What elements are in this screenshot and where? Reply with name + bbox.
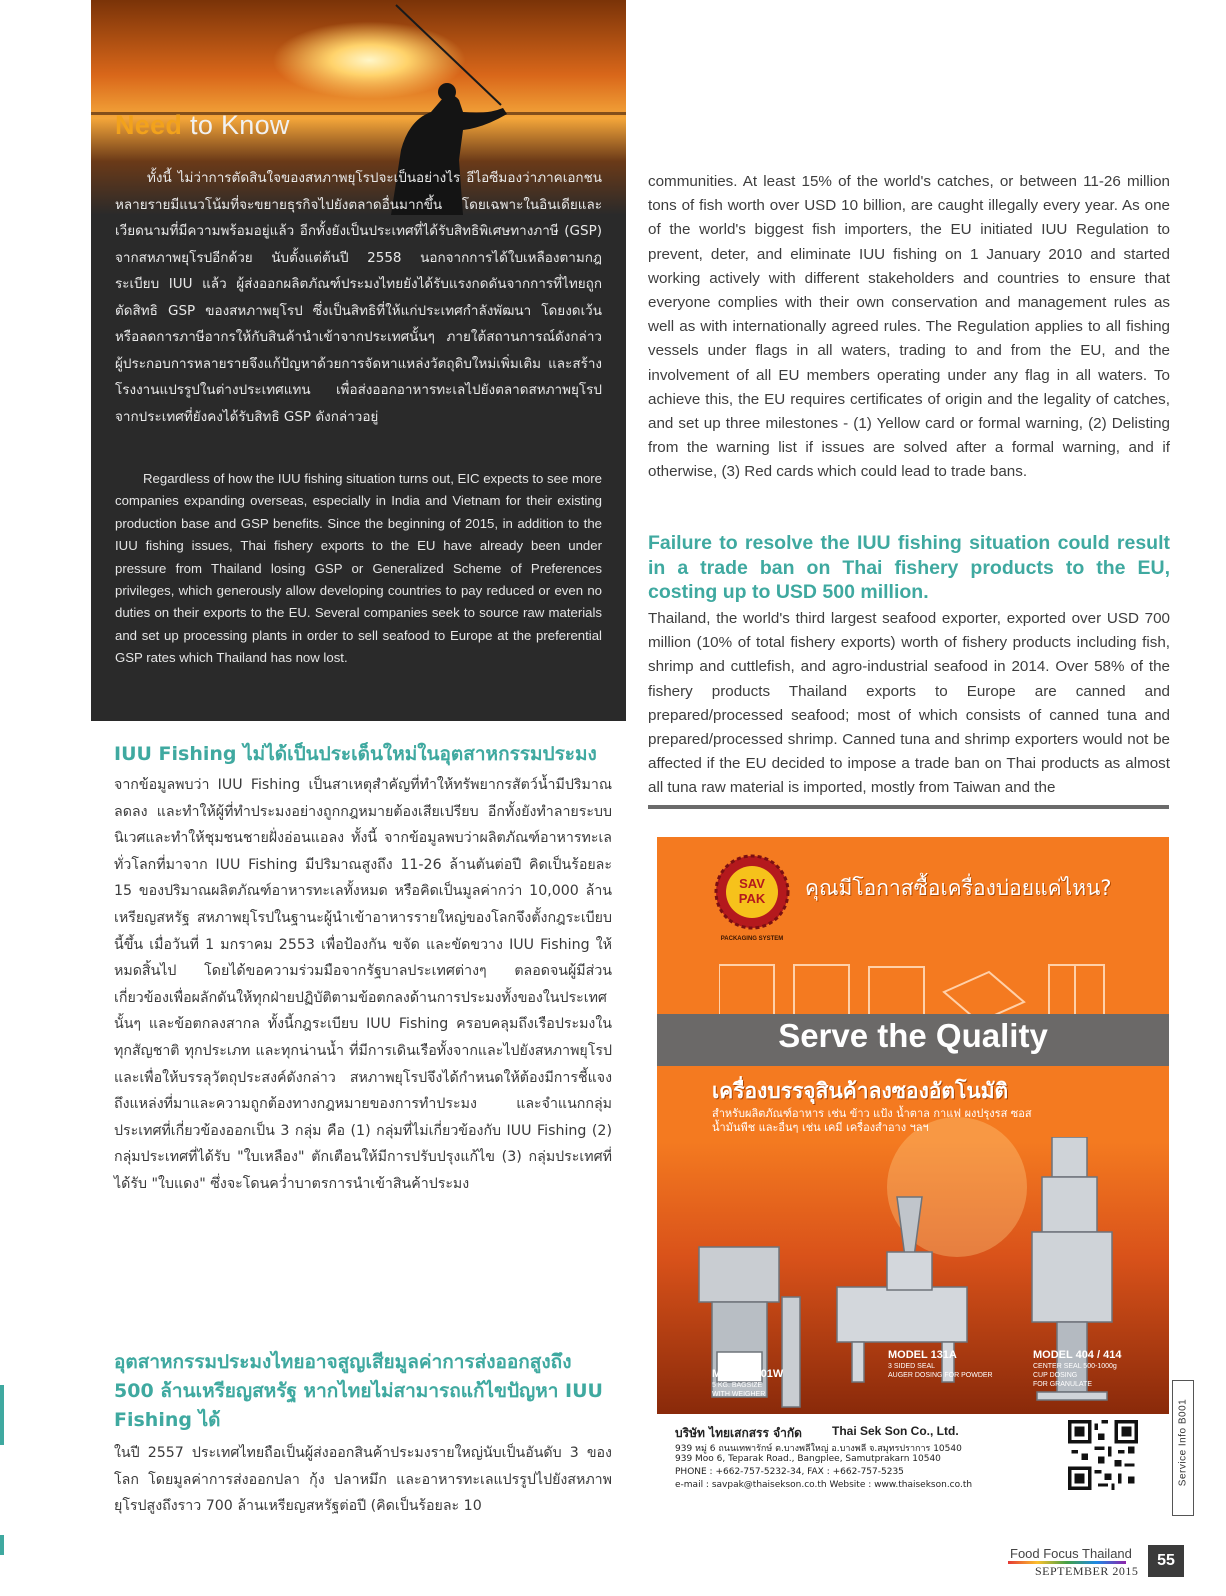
model-131a-label	[888, 1349, 993, 1380]
need-thai-paragraph: ทั้งนี้ ไม่ว่าการตัดสินใจของสหภาพยุโรปจะเป็นอย่างไร อีไอซีมองว่าภาคเอกชนหลายรายมีแนวโน้มที่จะขยายธุรกิจไปยังตลาดอื่นมากขึ้น โดยเฉพาะในอินเดียและเวียดนามที่มีความพร้อมอยู่แล้ว อีกทั้งยังเป็นประเทศที่ได้รับสิทธิพิเศษทางภาษี (GSP) จากสหภาพยุโรปอีกด้วย นับตั้งแต่ต้นปี 2558 นอกจากการได้ใบเหลืองตามกฎระเบียบ IUU แล้ว ผู้ส่งออกผลิตภัณฑ์ประมงไทยยังได้รับแรงกดดันจากการที่ไทยถูกตัดสิทธิ GSP ของสหภาพยุโรป ซึ่งเป็นสิทธิที่ให้แก่ประเทศกำลังพัฒนา โดยงดเว้นหรือลดการภาษีอากรให้กับสินค้านำเข้าจากประเทศนั้นๆ ภายใต้สถานการณ์ดังกล่าว ผู้ประกอบการหลายรายจึงแก้ปัญหาด้วยการจัดหาแหล่งวัตถุดิบใหม่เพิ่มเติม และสร้างโรงงานแปรรูปในต่างประเทศแทน เพื่อส่งออกอาหารทะเลไปยังตลาดสหภาพยุโรปจากประเทศที่ยังคงได้รับสิทธิ GSP ดังกล่าวอยู่	[115, 170, 602, 425]
phone-fax: PHONE : +662-757-5232-34, FAX : +662-757-5235	[675, 1467, 904, 1477]
address-english: 939 Moo 6, Teparak Road., Bangplee, Samutprakarn 10540	[675, 1454, 941, 1464]
paragraph-iuu-thai: จากข้อมูลพบว่า IUU Fishing เป็นสาเหตุสำคัญที่ทำให้ทรัพยากรสัตว์น้ำมีปริมาณลดลง และทำให้ผู้ที่ทำประมงอย่างถูกกฎหมายต้องเสียเปรียบ อีกทั้งยังทำลายระบบนิเวศและทำให้ชุมชนชายฝั่งอ่อนแอลง ทั้งนี้ จากข้อมูลพบว่าผลิตภัณฑ์อาหารทะเลทั่วโลกที่มาจาก IUU Fishing มีปริมาณสูงถึง 11-26 ล้านตันต่อปี คิดเป็นร้อยละ 15 ของปริมาณผลิตภัณฑ์อาหารทะเลทั้งหมด หรือคิดเป็นมูลค่ากว่า 10,000 ล้านเหรียญสหรัฐ สหภาพยุโรปในฐานะผู้นำเข้าอาหารรายใหญ่ของโลกจึงตั้งกฎระเบียบนี้ขึ้น เมื่อวันที่ 1 มกราคม 2553 เพื่อป้องกัน ขจัด และขัดขวาง IUU Fishing ให้หมดสิ้นไป โดยได้ขอความร่วมมือจากรัฐบาลประเทศต่างๆ ตลอดจนผู้มีส่วนเกี่ยวข้องเพื่อผลักดันให้ทุกฝ่ายปฏิบัติตามข้อตกลงด้านการประมงทั้งของในประเทศนั้นๆ และข้อตกลงสากล ทั้งนี้กฎระเบียบ IUU Fishing ครอบคลุมถึงเรือประมงในทุกสัญชาติ ทุกประเภท และทุกน่านน้ำ ที่มีการเดินเรือทั้งจากและไปยังสหภาพยุโรป และเพื่อให้บรรลุวัตถุประสงค์ดังกล่าว สหภาพยุโรปจึงได้กำหนดให้ต้องมีการชี้แจงถึงแหล่งที่มาและความถูกต้องทางกฎหมายของการทำประมง และจำแนกกลุ่มประเทศที่เกี่ยวข้องออกเป็น 3 กลุ่ม คือ (1) กลุ่มที่ไม่เกี่ยวข้องกับ IUU Fishing (2) กลุ่มประเทศที่ได้รับ "ใบเหลือง" ตักเตือนให้มีการปรับปรุงแก้ไข (3) กลุ่มประเทศที่ได้รับ "ใบแดง" ซึ่งจะโดนคว่ำบาตรการนำเข้าสินค้าประมง	[114, 777, 612, 1192]
ad-thai-subline-2: น้ำมันพืช และอื่นๆ เช่น เคมี เครื่องสำอาง ฯลฯ	[712, 1121, 929, 1134]
email-website[interactable]: e-mail : savpak@thaisekson.co.th Website : www.thaisekson.co.th	[675, 1480, 973, 1490]
paragraph-thai-export-loss: ในปี 2557 ประเทศไทยถือเป็นผู้ส่งออกสินค้าประมงรายใหญ่นับเป็นอันดับ 3 ของโลก โดยมูลค่าการส่งออกปลา กุ้ง ปลาหมึก และอาหารทะเลแปรรูปไปยังสหภาพยุโรปสูงถึงราว 700 ล้านเหรียญสหรัฐต่อปี (คิดเป็นร้อยละ 10	[114, 1445, 612, 1515]
ad-tagline: คุณมีโอกาสซื้อเครื่องบ่อยแค่ไหน?	[805, 876, 1112, 900]
model-404-name: MODEL 404 / 414	[1033, 1349, 1122, 1361]
need-to-know-box	[91, 0, 626, 721]
model-801w-label	[712, 1368, 783, 1399]
ad-thai-title: เครื่องบรรจุสินค้าลงซองอัตโนมัติ	[712, 1079, 1009, 1103]
paragraph-communities: communities. At least 15% of the world's catches, or between 11-26 million tons of fish worth over USD 10 billion, are caught illegally every year. As one of the world's biggest fish importers, the EU initiated IUU Regulation to prevent, deter, and eliminate IUU fishing on 1 January 2010 and started working actively with different stakeholders and countries to ensure that everyone complies with their own conservation and management rules as well as with internationally agreed rules. The Regulation applies to all fishing vessels under flags in all waters, trading to and from the EU, and the involvement of all EU members operating under any flag in all waters. To achieve this, the EU requires certificates of origin and the legality of catches, and set up three milestones - (1) Yellow card or formal warning, (2) Delisting from the warning list if issues are solved after a formal warning, and if otherwise, (3) Red cards which could lead to trade bans.	[648, 173, 1170, 481]
model-131a-line2: AUGER DOSING FOR POWDER	[888, 1372, 993, 1379]
model-801w-line1: 5 KG. BAGSIZE	[712, 1382, 763, 1389]
qr-code-icon[interactable]	[1068, 1420, 1138, 1490]
model-801w-line2: WITH WEIGHER	[712, 1391, 766, 1398]
model-404-line2: CUP DOSING	[1033, 1372, 1078, 1379]
column-divider	[648, 805, 1169, 809]
company-name-english: Thai Sek Son Co., Ltd.	[832, 1424, 959, 1438]
heading-failure-trade-ban: Failure to resolve the IUU fishing situation could result in a trade ban on Thai fishery products to the EU, costing up to USD 500 million.	[648, 532, 1170, 603]
model-404-line3: FOR GRANULATE	[1033, 1381, 1092, 1388]
savpak-advertisement[interactable]	[657, 837, 1169, 1514]
paragraph-thailand-exports: Thailand, the world's third largest seafood exporter, exported over USD 700 million (10% of total fishery exports) worth of fishery products including fish, shrimp and cuttlefish, and agro-industrial seafood in 2014. Over 58% of the fishery products Thailand exports to Europe are canned and prepared/processed seafood; most of which consists of canned tuna and prepared/processed shrimp. Canned tuna and shrimp exporters would not be affected if the EU decided to impose a trade ban on Thai products as almost all tuna raw material is imported, mostly from Taiwan and the	[648, 610, 1170, 797]
savpak-logo	[709, 852, 795, 942]
logo-text-pak: PAK	[738, 891, 766, 906]
logo-text-sav: SAV	[739, 876, 765, 891]
need-title-highlight: Need	[115, 110, 183, 140]
model-404-line1: CENTER SEAL 500-1000g	[1033, 1363, 1117, 1370]
address-thai: 939 หมู่ 6 ถนนเทพารักษ์ ต.บางพลีใหญ่ อ.บางพลี จ.สมุทรปราการ 10540	[675, 1444, 962, 1454]
page-number: 55	[1148, 1545, 1184, 1577]
service-info-box	[1172, 1380, 1194, 1516]
issue-date: SEPTEMBER 2015	[1035, 1564, 1139, 1578]
ad-headline: Serve the Quality	[778, 1017, 1048, 1054]
model-131a-name: MODEL 131A	[888, 1349, 957, 1361]
company-name-thai: บริษัท ไทยเสกสรร จำกัด	[675, 1426, 802, 1440]
model-801w-name: MODEL 801W	[712, 1368, 784, 1380]
heading-thai-export-loss: อุตสาหกรรมประมงไทยอาจสูญเสียมูลค่าการส่งออกสูงถึง 500 ล้านเหรียญสหรัฐ หากไทยไม่สามารถแก้ไขปัญหา IUU Fishing ได้	[114, 1351, 603, 1431]
need-title-rest: to Know	[190, 110, 290, 140]
service-info-text: Service Info B001	[1177, 1398, 1189, 1487]
need-english-paragraph: Regardless of how the IUU fishing situation turns out, EIC expects to see more companies expanding overseas, especially in India and Vietnam for their existing production base and GSP benefits. Since the beginning of 2015, in addition to the IUU fishing issues, Thai fishery exports to the EU have already been under pressure from Thailand losing GSP or Generalized Scheme of Preferences privileges, which generously allow developing countries to pay reduced or even no duties on their exports to the EU. Several companies seek to source raw materials and set up processing plants in order to sell seafood to Europe at the preferential GSP rates which Thailand has now lost.	[115, 471, 602, 666]
model-404-label	[1033, 1349, 1121, 1389]
logo-caption: PACKAGING SYSTEM	[720, 936, 784, 942]
ad-thai-subline-1: สำหรับผลิตภัณฑ์อาหาร เช่น ข้าว แป้ง น้ำตาล กาแฟ ผงปรุงรส ซอส	[712, 1107, 1032, 1120]
heading-iuu-not-new: IUU Fishing ไม่ได้เป็นประเด็นใหม่ในอุตสาหกรรมประมง	[114, 743, 597, 765]
need-to-know-title	[115, 110, 290, 141]
magazine-name: Food Focus Thailand	[1010, 1546, 1132, 1561]
page-edge-marks	[0, 1385, 8, 1565]
model-131a-line1: 3 SIDED SEAL	[888, 1363, 936, 1370]
